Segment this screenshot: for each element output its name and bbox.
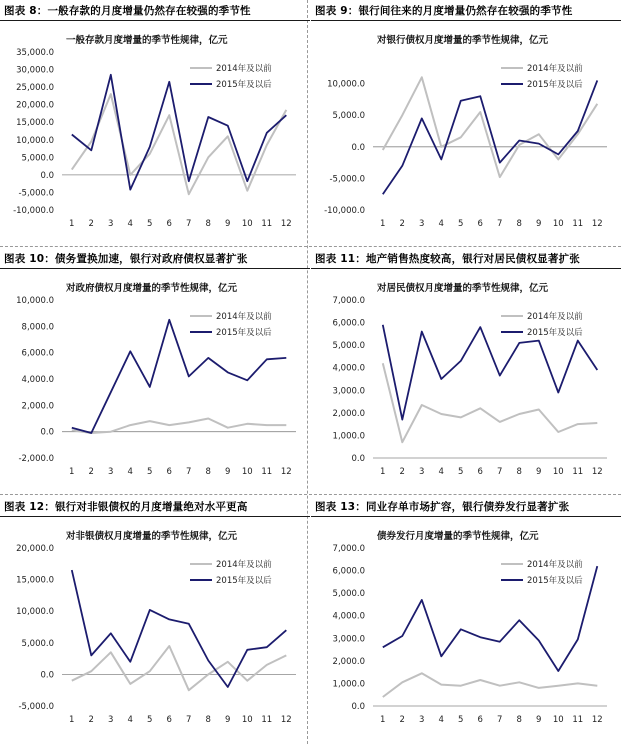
x-tick-label: 7 — [186, 467, 192, 477]
x-tick-label: 10 — [552, 715, 564, 725]
series-line — [72, 646, 286, 690]
x-tick-label: 2 — [399, 467, 405, 477]
y-tick-label: 10,000.0 — [16, 607, 54, 618]
y-tick-label: 0.0 — [40, 670, 54, 681]
x-tick-label: 7 — [186, 219, 192, 229]
figure-heading: 图表 13：同业存单市场扩容，银行债券发行显著扩张 — [315, 501, 570, 513]
y-tick-label: 2,000.0 — [21, 401, 54, 412]
legend-label: 2014年及以前 — [527, 312, 583, 322]
x-tick-label: 1 — [69, 467, 75, 477]
x-tick-label: 12 — [280, 467, 292, 477]
y-tick-label: 2,000.0 — [332, 656, 365, 667]
y-tick-label: 6,000.0 — [21, 348, 54, 359]
x-tick-label: 3 — [419, 467, 425, 477]
x-tick-label: 4 — [438, 467, 444, 477]
legend-label: 2015年及以后 — [216, 328, 272, 338]
x-tick-label: 1 — [69, 715, 75, 725]
y-tick-label: 30,000.0 — [16, 65, 54, 76]
line-chart — [0, 248, 310, 496]
x-tick-label: 11 — [572, 467, 584, 477]
x-tick-label: 9 — [225, 467, 231, 477]
x-tick-label: 2 — [399, 219, 405, 229]
legend-label: 2014年及以前 — [527, 64, 583, 74]
y-tick-label: -10,000.0 — [13, 206, 54, 216]
line-chart — [0, 496, 310, 744]
y-tick-label: 0.0 — [40, 427, 54, 438]
x-tick-label: 11 — [572, 715, 584, 725]
y-tick-label: 3,000.0 — [332, 634, 365, 645]
y-tick-label: 0.0 — [351, 142, 365, 153]
y-tick-label: 7,000.0 — [332, 296, 365, 306]
chart-panel-11 — [311, 248, 621, 496]
figure-heading: 图表 12：银行对非银债权的月度增量绝对水平更高 — [4, 501, 248, 513]
x-tick-label: 3 — [419, 219, 425, 229]
y-tick-label: 20,000.0 — [16, 100, 54, 111]
y-tick-label: 5,000.0 — [21, 153, 54, 164]
chart-panel-13 — [311, 496, 621, 744]
x-tick-label: 6 — [166, 715, 172, 725]
legend-label: 2014年及以前 — [216, 312, 272, 322]
x-tick-label: 1 — [69, 219, 75, 229]
figure-heading: 图表 11：地产销售热度较高，银行对居民债权显著扩张 — [315, 253, 580, 265]
series-line — [383, 673, 598, 697]
x-tick-label: 3 — [108, 219, 114, 229]
y-tick-label: 3,000.0 — [332, 386, 365, 397]
chart-panel-10 — [0, 248, 310, 496]
x-tick-label: 9 — [536, 219, 542, 229]
y-tick-label: 4,000.0 — [332, 363, 365, 374]
x-tick-label: 12 — [591, 467, 603, 477]
y-tick-label: 15,000.0 — [16, 575, 54, 586]
x-tick-label: 3 — [419, 715, 425, 725]
y-tick-label: 35,000.0 — [16, 48, 54, 58]
x-tick-label: 11 — [572, 219, 584, 229]
y-tick-label: 15,000.0 — [16, 118, 54, 129]
figure-heading: 图表 8：一般存款的月度增量仍然存在较强的季节性 — [4, 5, 251, 17]
x-tick-label: 7 — [497, 219, 503, 229]
x-tick-label: 9 — [225, 219, 231, 229]
x-tick-label: 8 — [516, 715, 522, 725]
x-tick-label: 12 — [280, 715, 292, 725]
x-tick-label: 2 — [88, 715, 94, 725]
x-tick-label: 7 — [497, 715, 503, 725]
x-tick-label: 11 — [261, 467, 273, 477]
y-tick-label: 5,000.0 — [21, 638, 54, 649]
x-tick-label: 5 — [147, 467, 153, 477]
x-tick-label: 1 — [380, 715, 386, 725]
line-chart — [311, 248, 621, 496]
legend-label: 2015年及以后 — [527, 80, 583, 90]
x-tick-label: 5 — [458, 715, 464, 725]
x-tick-label: 10 — [241, 467, 253, 477]
x-tick-label: 12 — [591, 715, 603, 725]
figure-heading: 图表 9：银行间往来的月度增量仍然存在较强的季节性 — [315, 5, 573, 17]
y-tick-label: 4,000.0 — [21, 375, 54, 385]
y-tick-label: -5,000.0 — [329, 174, 365, 185]
y-tick-label: 10,000.0 — [16, 135, 54, 146]
x-tick-label: 8 — [205, 219, 211, 229]
legend-label: 2014年及以前 — [216, 560, 272, 570]
y-tick-label: 10,000.0 — [16, 296, 54, 306]
x-tick-label: 4 — [127, 467, 133, 477]
legend-label: 2015年及以后 — [216, 576, 272, 586]
x-tick-label: 7 — [497, 467, 503, 477]
x-tick-label: 6 — [477, 715, 483, 725]
y-tick-label: 20,000.0 — [16, 544, 54, 554]
x-tick-label: 1 — [380, 219, 386, 229]
x-tick-label: 4 — [127, 715, 133, 725]
chart-title: 对非银债权月度增量的季节性规律，亿元 — [66, 531, 238, 542]
y-tick-label: 7,000.0 — [332, 544, 365, 554]
x-tick-label: 5 — [458, 467, 464, 477]
chart-title: 对居民债权月度增量的季节性规律，亿元 — [377, 283, 549, 294]
y-tick-label: 6,000.0 — [332, 566, 365, 577]
series-line — [72, 94, 286, 194]
x-tick-label: 6 — [166, 467, 172, 477]
x-tick-label: 8 — [205, 467, 211, 477]
x-tick-label: 11 — [261, 219, 273, 229]
legend-label: 2015年及以后 — [216, 80, 272, 90]
y-tick-label: 2,000.0 — [332, 408, 365, 419]
chart-title: 对银行债权月度增量的季节性规律，亿元 — [377, 35, 549, 46]
legend-label: 2014年及以前 — [527, 560, 583, 570]
series-line — [383, 80, 598, 194]
x-tick-label: 6 — [477, 219, 483, 229]
x-tick-label: 5 — [147, 219, 153, 229]
y-tick-label: 4,000.0 — [332, 611, 365, 622]
chart-panel-9 — [311, 0, 621, 248]
series-line — [383, 325, 598, 420]
line-chart — [311, 496, 621, 744]
x-tick-label: 5 — [458, 219, 464, 229]
x-tick-label: 12 — [591, 219, 603, 229]
x-tick-label: 3 — [108, 715, 114, 725]
y-tick-label: 1,000.0 — [332, 431, 365, 442]
x-tick-label: 11 — [261, 715, 273, 725]
legend-label: 2015年及以后 — [527, 576, 583, 586]
y-tick-label: -5,000.0 — [18, 702, 54, 712]
x-tick-label: 9 — [536, 715, 542, 725]
y-tick-label: 0.0 — [40, 170, 54, 181]
chart-title: 一般存款月度增量的季节性规律，亿元 — [66, 35, 228, 46]
x-tick-label: 2 — [88, 467, 94, 477]
x-tick-label: 4 — [438, 219, 444, 229]
line-chart — [0, 0, 310, 248]
y-tick-label: 10,000.0 — [327, 79, 365, 90]
x-tick-label: 4 — [127, 219, 133, 229]
y-tick-label: 5,000.0 — [332, 589, 365, 600]
line-chart — [311, 0, 621, 248]
y-tick-label: -2,000.0 — [18, 454, 54, 464]
y-tick-label: 6,000.0 — [332, 318, 365, 329]
x-tick-label: 12 — [280, 219, 292, 229]
y-tick-label: 1,000.0 — [332, 679, 365, 690]
x-tick-label: 2 — [88, 219, 94, 229]
y-tick-label: 0.0 — [351, 702, 365, 712]
x-tick-label: 9 — [225, 715, 231, 725]
chart-panel-12 — [0, 496, 310, 744]
x-tick-label: 10 — [241, 715, 253, 725]
y-tick-label: 8,000.0 — [21, 322, 54, 333]
legend-label: 2015年及以后 — [527, 328, 583, 338]
x-tick-label: 10 — [552, 219, 564, 229]
x-tick-label: 1 — [380, 467, 386, 477]
legend-label: 2014年及以前 — [216, 64, 272, 74]
x-tick-label: 6 — [477, 467, 483, 477]
y-tick-label: -5,000.0 — [18, 188, 54, 199]
x-tick-label: 2 — [399, 715, 405, 725]
x-tick-label: 8 — [516, 467, 522, 477]
y-tick-label: 5,000.0 — [332, 111, 365, 122]
y-tick-label: -10,000.0 — [324, 206, 365, 216]
x-tick-label: 4 — [438, 715, 444, 725]
x-tick-label: 9 — [536, 467, 542, 477]
x-tick-label: 8 — [205, 715, 211, 725]
chart-title: 债券发行月度增量的季节性规律，亿元 — [377, 531, 539, 542]
x-tick-label: 8 — [516, 219, 522, 229]
chart-panel-8 — [0, 0, 310, 248]
y-tick-label: 25,000.0 — [16, 83, 54, 94]
x-tick-label: 10 — [241, 219, 253, 229]
x-tick-label: 5 — [147, 715, 153, 725]
x-tick-label: 3 — [108, 467, 114, 477]
y-tick-label: 0.0 — [351, 454, 365, 464]
y-tick-label: 5,000.0 — [332, 341, 365, 352]
x-tick-label: 10 — [552, 467, 564, 477]
x-tick-label: 6 — [166, 219, 172, 229]
figure-heading: 图表 10：债务置换加速，银行对政府债权显著扩张 — [4, 253, 248, 265]
chart-title: 对政府债权月度增量的季节性规律，亿元 — [66, 283, 238, 294]
x-tick-label: 7 — [186, 715, 192, 725]
series-line — [72, 419, 286, 434]
